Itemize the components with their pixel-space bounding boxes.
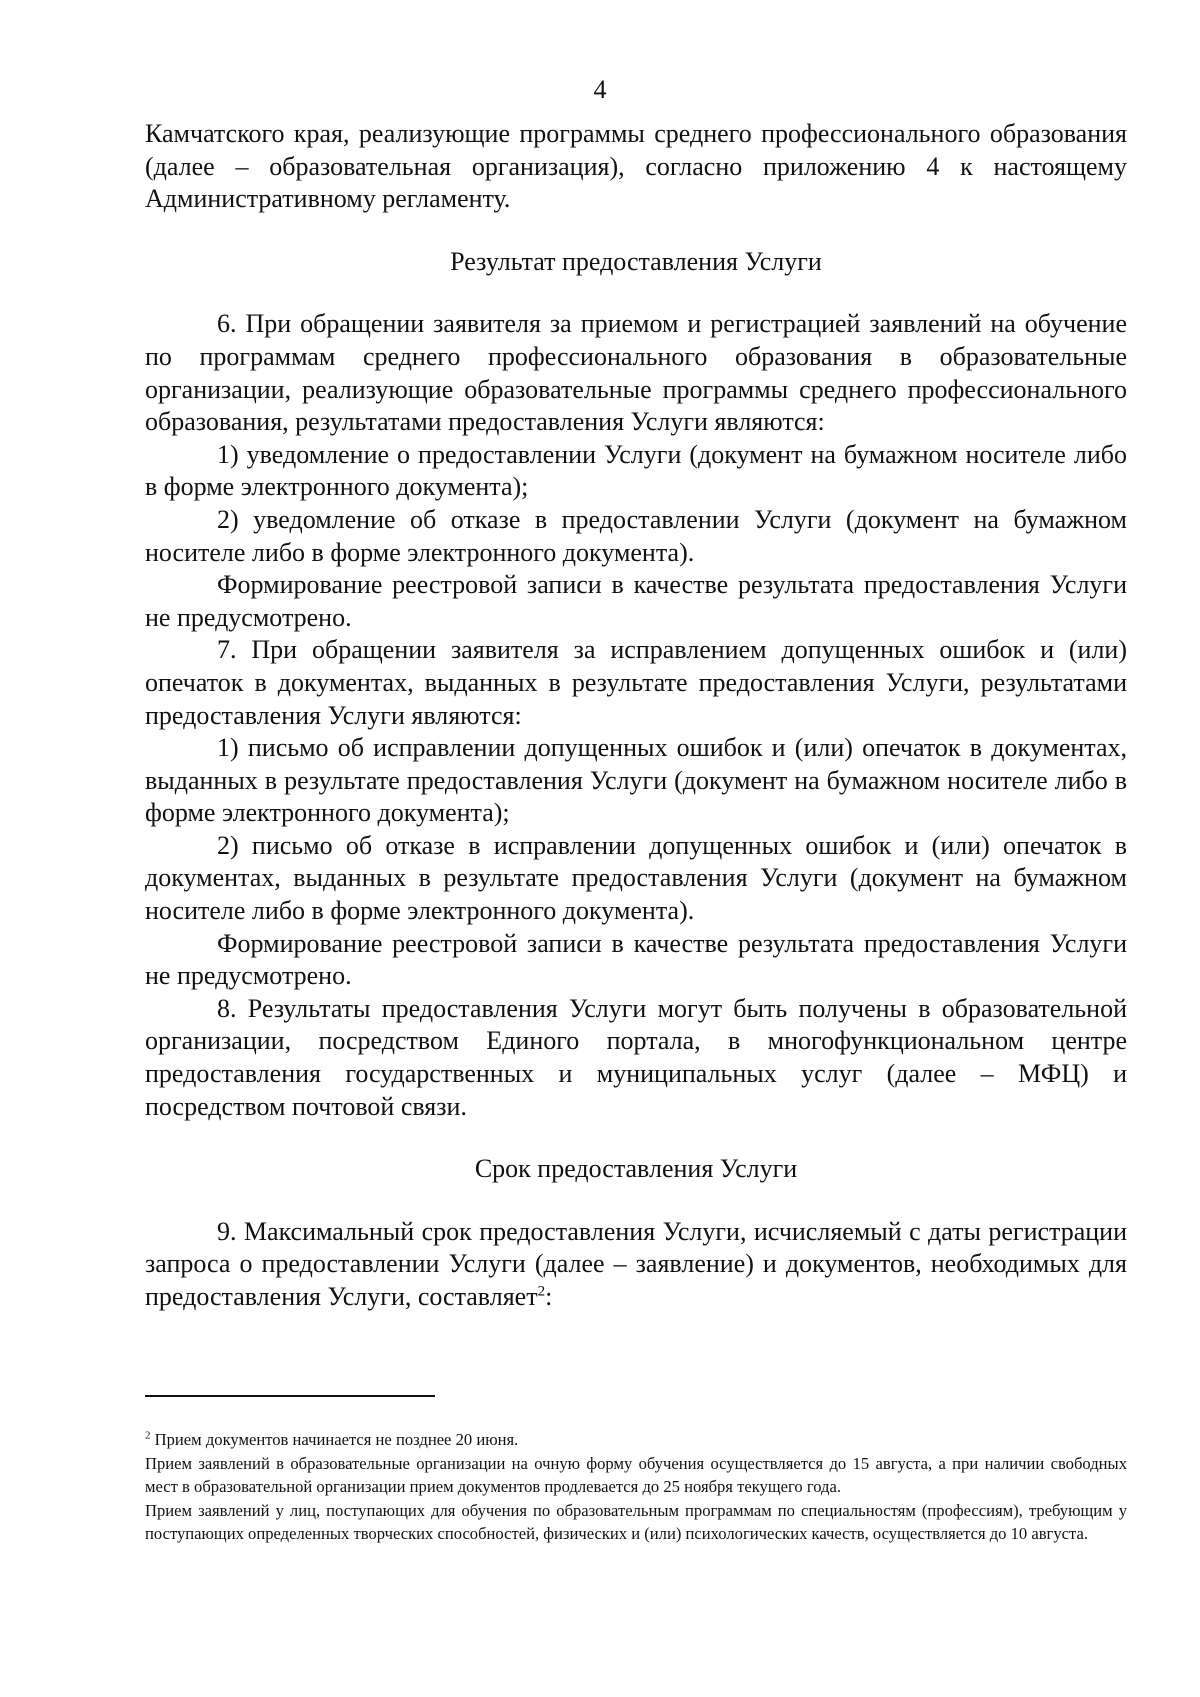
footnote-2 <box>145 1428 1127 1452</box>
paragraph-7-item-2: 2) письмо об отказе в исправлении допущенных ошибок и (или) опечаток в документах, выданных в результате предоставления Услуги (документ на бумажном носителе либо в форме электронного документа). <box>145 830 1127 926</box>
paragraph-intro: Камчатского края, реализующие программы среднего профессионального образования (далее – образовательная организация), согласно приложению 4 к настоящему Административному регламенту. <box>145 119 1127 214</box>
paragraph-7: 7. При обращении заявителя за исправлением допущенных ошибок и (или) опечаток в документах, выданных в результате предоставления Услуги, результатами предоставления Услуги являются: <box>145 635 1127 730</box>
footnote-2-text: Прием документов начинается не позднее 20 июня. <box>150 1430 519 1449</box>
paragraph-6: 6. При обращении заявителя за приемом и регистрацией заявлений на обучение по программам среднего профессионального образования в образовательные организации, реализующие образовательные программы среднего профессионального образования, результатами предоставления Услуги являются: <box>145 309 1127 437</box>
footnote-2-line-3: Прием заявлений у лиц, поступающих для обучения по образовательным программам по специальностям (профессиям), требующим у поступающих определенных творческих способностей, физических и (или) психологических качеств, осуществляется до 10 августа. <box>145 1500 1127 1543</box>
footnote-reference[interactable]: 2 <box>537 1283 546 1300</box>
paragraph-7-item-1: 1) письмо об исправлении допущенных ошибок и (или) опечаток в документах, выданных в результате предоставления Услуги (документ на бумажном носителе либо в форме электронного документа); <box>145 733 1127 828</box>
footnote-mark: 2 <box>145 1429 151 1442</box>
footnote-separator <box>145 1395 435 1397</box>
paragraph-6-item-2: 2) уведомление об отказе в предоставлении Услуги (документ на бумажном носителе либо в форме электронного документа). <box>145 504 1127 567</box>
paragraph-9-text: 9. Максимальный срок предоставления Услуги, исчисляемый с даты регистрации запроса о предоставлении Услуги (далее – заявление) и документов, необходимых для предоставления Услуги, составляет <box>145 1216 1127 1311</box>
paragraph-7-registry-note: Формирование реестровой записи в качестве результата предоставления Услуги не предусмотрено. <box>145 928 1127 991</box>
page-number: 4 <box>593 75 607 104</box>
section-heading-term: Срок предоставления Услуги <box>474 1154 798 1184</box>
paragraph-9 <box>145 1216 1127 1314</box>
document-body <box>145 118 1127 1314</box>
footnotes <box>145 1428 1127 1546</box>
paragraph-6-item-1: 1) уведомление о предоставлении Услуги (документ на бумажном носителе либо в форме электронного документа); <box>145 439 1127 502</box>
footnote-2-line-2: Прием заявлений в образовательные организации на очную форму обучения осуществляется до 15 августа, а при наличии свободных мест в образовательной организации прием документов продлевается до 25 ноября текущего года. <box>145 1453 1127 1496</box>
paragraph-9-end: : <box>545 1282 553 1311</box>
paragraph-8: 8. Результаты предоставления Услуги могут быть получены в образовательной организации, посредством Единого портала, в многофункциональном центре предоставления государственных и муниципальных услуг (далее – МФЦ) и посредством почтовой связи. <box>145 993 1127 1121</box>
paragraph-6-registry-note: Формирование реестровой записи в качестве результата предоставления Услуги не предусмотрено. <box>145 570 1127 632</box>
section-heading-result: Результат предоставления Услуги <box>450 246 822 276</box>
